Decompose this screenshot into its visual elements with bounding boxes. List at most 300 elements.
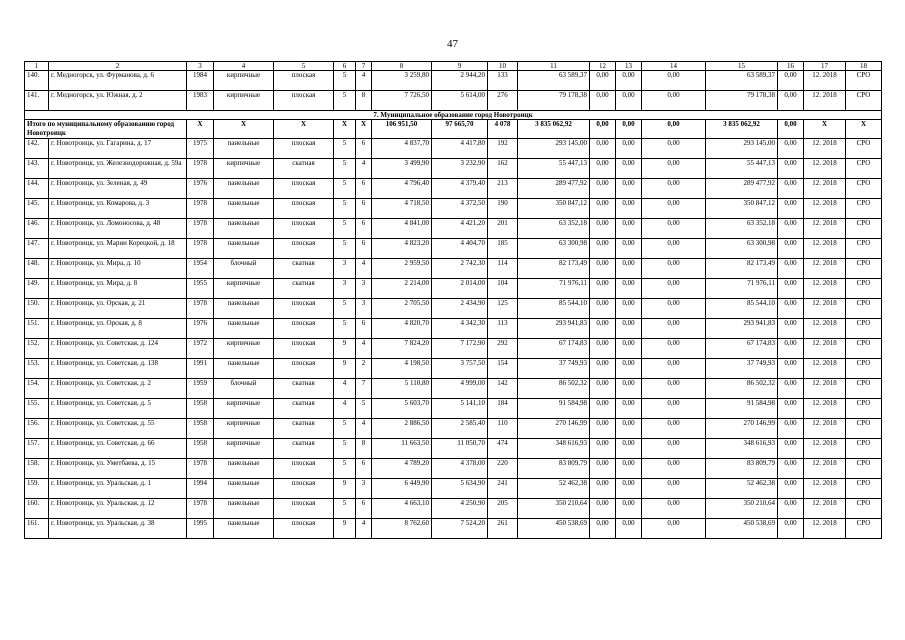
total-cell: X: [804, 120, 846, 139]
cell-addr: г. Новотроицк, ул. Железнодорожная, д. 59а: [49, 159, 187, 179]
cell-roof: скатная: [274, 399, 334, 419]
column-number: 14: [642, 62, 706, 71]
cell-method: СРО: [846, 199, 882, 219]
cell-wall: панельные: [214, 139, 274, 159]
cell-addr: г. Новотроицк, ул. Советская, д. 66: [49, 439, 187, 459]
cell-c13: 0,00: [616, 499, 642, 519]
table-row: [25, 139, 882, 159]
cell-c16: 0,00: [778, 139, 804, 159]
cell-area: 7 824,20: [372, 339, 432, 359]
cell-c14: 0,00: [642, 439, 706, 459]
cell-area: 4 820,70: [372, 319, 432, 339]
table-row: [25, 459, 882, 479]
cell-floors: 9: [334, 479, 356, 499]
cell-area: 2 959,50: [372, 259, 432, 279]
cell-c15: 67 174,83: [706, 339, 778, 359]
cell-addr: г. Новотроицк, ул. Уральская, д. 38: [49, 519, 187, 539]
cell-c13: 0,00: [616, 299, 642, 319]
cell-area2: 4 378,00: [432, 459, 488, 479]
cell-c16: 0,00: [778, 519, 804, 539]
cell-term: 12. 2018: [804, 159, 846, 179]
cell-c14: 0,00: [642, 259, 706, 279]
cell-area: 5 110,80: [372, 379, 432, 399]
cell-c14: 0,00: [642, 91, 706, 111]
cell-year: 1976: [187, 179, 214, 199]
cell-roof: плоская: [274, 91, 334, 111]
cell-c15: 270 146,99: [706, 419, 778, 439]
cell-cost: 293 941,83: [518, 319, 590, 339]
cell-cost: 91 584,98: [518, 399, 590, 419]
table-row: [25, 379, 882, 399]
table-row: [25, 259, 882, 279]
page-number: 47: [447, 38, 458, 50]
cell-residents: 184: [488, 399, 518, 419]
cell-c16: 0,00: [778, 71, 804, 91]
table-row: [25, 419, 882, 439]
cell-year: 1954: [187, 259, 214, 279]
cell-cost: 86 502,32: [518, 379, 590, 399]
table-row: [25, 319, 882, 339]
cell-wall: кирпичные: [214, 71, 274, 91]
cell-c14: 0,00: [642, 459, 706, 479]
table-row: [25, 71, 882, 91]
cell-c13: 0,00: [616, 359, 642, 379]
cell-c15: 86 502,32: [706, 379, 778, 399]
cell-entr: 4: [356, 159, 372, 179]
cell-residents: 114: [488, 259, 518, 279]
cell-entr: 4: [356, 519, 372, 539]
cell-residents: 125: [488, 299, 518, 319]
cell-method: СРО: [846, 339, 882, 359]
cell-wall: панельные: [214, 459, 274, 479]
cell-c12: 0,00: [590, 179, 616, 199]
cell-c12: 0,00: [590, 239, 616, 259]
cell-c12: 0,00: [590, 339, 616, 359]
cell-area2: 2 014,00: [432, 279, 488, 299]
column-number: 18: [846, 62, 882, 71]
cell-term: 12. 2018: [804, 259, 846, 279]
cell-num: 149.: [25, 279, 49, 299]
cell-c12: 0,00: [590, 499, 616, 519]
column-number: 16: [778, 62, 804, 71]
cell-entr: 4: [356, 339, 372, 359]
cell-addr: г. Новотроицк, ул. Орская, д. 21: [49, 299, 187, 319]
cell-c12: 0,00: [590, 91, 616, 111]
table-row: [25, 299, 882, 319]
cell-c15: 350 847,12: [706, 199, 778, 219]
cell-c16: 0,00: [778, 91, 804, 111]
cell-method: СРО: [846, 239, 882, 259]
cell-floors: 5: [334, 439, 356, 459]
cell-c16: 0,00: [778, 239, 804, 259]
cell-c16: 0,00: [778, 259, 804, 279]
cell-floors: 5: [334, 159, 356, 179]
cell-year: 1978: [187, 159, 214, 179]
cell-num: 150.: [25, 299, 49, 319]
cell-c14: 0,00: [642, 219, 706, 239]
cell-cost: 52 462,38: [518, 479, 590, 499]
cell-term: 12. 2018: [804, 71, 846, 91]
cell-c15: 450 538,69: [706, 519, 778, 539]
cell-num: 146.: [25, 219, 49, 239]
cell-c12: 0,00: [590, 359, 616, 379]
column-number: 6: [334, 62, 356, 71]
cell-term: 12. 2018: [804, 399, 846, 419]
cell-entr: 5: [356, 399, 372, 419]
cell-area2: 4 342,30: [432, 319, 488, 339]
cell-c14: 0,00: [642, 239, 706, 259]
cell-c13: 0,00: [616, 519, 642, 539]
cell-c13: 0,00: [616, 239, 642, 259]
cell-c13: 0,00: [616, 399, 642, 419]
cell-term: 12. 2018: [804, 179, 846, 199]
cell-year: 1978: [187, 239, 214, 259]
cell-roof: скатная: [274, 279, 334, 299]
cell-c14: 0,00: [642, 479, 706, 499]
cell-roof: скатная: [274, 419, 334, 439]
cell-area: 2 886,50: [372, 419, 432, 439]
cell-c15: 52 462,38: [706, 479, 778, 499]
cell-c14: 0,00: [642, 319, 706, 339]
total-label: Итого по муниципальному образованию город Новотроицк: [25, 120, 187, 139]
cell-residents: 201: [488, 219, 518, 239]
cell-entr: 8: [356, 439, 372, 459]
table-row: [25, 199, 882, 219]
section-title-row: [25, 111, 882, 120]
cell-cost: 293 145,00: [518, 139, 590, 159]
cell-term: 12. 2018: [804, 359, 846, 379]
cell-floors: 5: [334, 139, 356, 159]
cell-c13: 0,00: [616, 179, 642, 199]
table-row: [25, 359, 882, 379]
cell-cost: 63 352,18: [518, 219, 590, 239]
cell-c16: 0,00: [778, 419, 804, 439]
cell-floors: 5: [334, 91, 356, 111]
column-number: 4: [214, 62, 274, 71]
cell-addr: г. Новотроицк, ул. Марии Корецкой, д. 18: [49, 239, 187, 259]
cell-wall: кирпичные: [214, 159, 274, 179]
cell-c15: 82 173,49: [706, 259, 778, 279]
cell-area: 2 705,50: [372, 299, 432, 319]
cell-c14: 0,00: [642, 339, 706, 359]
table-row: [25, 279, 882, 299]
cell-year: 1978: [187, 199, 214, 219]
cell-residents: 261: [488, 519, 518, 539]
cell-c14: 0,00: [642, 519, 706, 539]
cell-roof: плоская: [274, 71, 334, 91]
total-cell: X: [187, 120, 214, 139]
cell-floors: 5: [334, 299, 356, 319]
cell-c12: 0,00: [590, 479, 616, 499]
cell-area2: 2 742,30: [432, 259, 488, 279]
cell-num: 157.: [25, 439, 49, 459]
cell-floors: 5: [334, 71, 356, 91]
cell-method: СРО: [846, 139, 882, 159]
cell-area: 4 718,50: [372, 199, 432, 219]
cell-c16: 0,00: [778, 359, 804, 379]
cell-method: СРО: [846, 399, 882, 419]
cell-cost: 350 210,64: [518, 499, 590, 519]
cell-c15: 37 749,93: [706, 359, 778, 379]
cell-roof: плоская: [274, 339, 334, 359]
cell-c12: 0,00: [590, 159, 616, 179]
section-title: 7. Муниципальное образование город Новотроицк: [25, 111, 882, 120]
cell-method: СРО: [846, 499, 882, 519]
cell-term: 12. 2018: [804, 439, 846, 459]
cell-term: 12. 2018: [804, 379, 846, 399]
cell-area2: 4 372,50: [432, 199, 488, 219]
cell-year: 1994: [187, 479, 214, 499]
total-cell: 0,00: [778, 120, 804, 139]
cell-year: 1958: [187, 439, 214, 459]
cell-floors: 5: [334, 219, 356, 239]
cell-area2: 3 232,90: [432, 159, 488, 179]
cell-c15: 63 300,98: [706, 239, 778, 259]
cell-entr: 4: [356, 71, 372, 91]
cell-entr: 6: [356, 499, 372, 519]
cell-c12: 0,00: [590, 379, 616, 399]
cell-c16: 0,00: [778, 199, 804, 219]
cell-method: СРО: [846, 479, 882, 499]
cell-residents: 110: [488, 419, 518, 439]
cell-area: 4 198,50: [372, 359, 432, 379]
cell-area: 11 663,50: [372, 439, 432, 459]
cell-c14: 0,00: [642, 299, 706, 319]
cell-area2: 4 404,70: [432, 239, 488, 259]
cell-addr: г. Новотроицк, ул. Советская, д. 55: [49, 419, 187, 439]
total-cell: 106 951,50: [372, 120, 432, 139]
cell-wall: кирпичные: [214, 439, 274, 459]
cell-year: 1976: [187, 319, 214, 339]
cell-c15: 289 477,92: [706, 179, 778, 199]
cell-num: 151.: [25, 319, 49, 339]
cell-method: СРО: [846, 279, 882, 299]
cell-c12: 0,00: [590, 199, 616, 219]
column-number: 9: [432, 62, 488, 71]
cell-addr: г. Новотроицк, ул. Орская, д. 8: [49, 319, 187, 339]
cell-term: 12. 2018: [804, 299, 846, 319]
cell-cost: 67 174,83: [518, 339, 590, 359]
cell-c15: 55 447,13: [706, 159, 778, 179]
cell-method: СРО: [846, 159, 882, 179]
table-row: [25, 399, 882, 419]
cell-c12: 0,00: [590, 219, 616, 239]
total-cell: X: [334, 120, 356, 139]
cell-area: 4 663,10: [372, 499, 432, 519]
cell-term: 12. 2018: [804, 91, 846, 111]
column-number-row: [25, 62, 882, 71]
cell-addr: г. Медногорск, ул. Южная, д. 2: [49, 91, 187, 111]
cell-term: 12. 2018: [804, 419, 846, 439]
cell-method: СРО: [846, 439, 882, 459]
cell-residents: 104: [488, 279, 518, 299]
column-number: 11: [518, 62, 590, 71]
cell-num: 156.: [25, 419, 49, 439]
cell-roof: плоская: [274, 319, 334, 339]
cell-method: СРО: [846, 299, 882, 319]
cell-floors: 9: [334, 339, 356, 359]
cell-addr: г. Новотроицк, ул. Советская, д. 138: [49, 359, 187, 379]
cell-addr: г. Новотроицк, ул. Уметбаева, д. 15: [49, 459, 187, 479]
cell-entr: 4: [356, 259, 372, 279]
cell-term: 12. 2018: [804, 219, 846, 239]
column-number: 1: [25, 62, 49, 71]
column-number: 13: [616, 62, 642, 71]
cell-year: 1995: [187, 519, 214, 539]
cell-area2: 4 421,20: [432, 219, 488, 239]
table-row: [25, 91, 882, 111]
cell-roof: плоская: [274, 239, 334, 259]
cell-roof: скатная: [274, 159, 334, 179]
cell-c14: 0,00: [642, 159, 706, 179]
cell-addr: г. Новотроицк, ул. Советская, д. 2: [49, 379, 187, 399]
cell-cost: 63 300,98: [518, 239, 590, 259]
cell-residents: 220: [488, 459, 518, 479]
cell-num: 140.: [25, 71, 49, 91]
cell-num: 152.: [25, 339, 49, 359]
cell-method: СРО: [846, 519, 882, 539]
cell-floors: 5: [334, 499, 356, 519]
cell-entr: 7: [356, 379, 372, 399]
cell-year: 1958: [187, 419, 214, 439]
cell-c14: 0,00: [642, 359, 706, 379]
cell-residents: 213: [488, 179, 518, 199]
cell-roof: плоская: [274, 499, 334, 519]
cell-c15: 91 584,98: [706, 399, 778, 419]
cell-c13: 0,00: [616, 199, 642, 219]
cell-area2: 5 634,90: [432, 479, 488, 499]
cell-residents: 241: [488, 479, 518, 499]
cell-floors: 5: [334, 319, 356, 339]
cell-term: 12. 2018: [804, 459, 846, 479]
cell-wall: панельные: [214, 519, 274, 539]
cell-cost: 63 589,37: [518, 71, 590, 91]
cell-entr: 6: [356, 219, 372, 239]
total-cell: X: [274, 120, 334, 139]
cell-roof: плоская: [274, 519, 334, 539]
cell-c14: 0,00: [642, 379, 706, 399]
cell-addr: г. Новотроицк, ул. Мира, д. 8: [49, 279, 187, 299]
cell-area: 4 841,00: [372, 219, 432, 239]
cell-year: 1984: [187, 71, 214, 91]
cell-residents: 133: [488, 71, 518, 91]
cell-entr: 8: [356, 91, 372, 111]
table-row: [25, 179, 882, 199]
cell-addr: г. Новотроицк, ул. Комарова, д. 3: [49, 199, 187, 219]
cell-addr: г. Новотроицк, ул. Советская, д. 124: [49, 339, 187, 359]
cell-c14: 0,00: [642, 71, 706, 91]
cell-roof: плоская: [274, 219, 334, 239]
cell-roof: плоская: [274, 359, 334, 379]
cell-c13: 0,00: [616, 219, 642, 239]
cell-c14: 0,00: [642, 499, 706, 519]
cell-num: 161.: [25, 519, 49, 539]
cell-num: 159.: [25, 479, 49, 499]
cell-roof: скатная: [274, 379, 334, 399]
column-number: 10: [488, 62, 518, 71]
cell-residents: 142: [488, 379, 518, 399]
cell-c13: 0,00: [616, 339, 642, 359]
cell-term: 12. 2018: [804, 239, 846, 259]
cell-c16: 0,00: [778, 299, 804, 319]
cell-floors: 5: [334, 459, 356, 479]
cell-c16: 0,00: [778, 499, 804, 519]
cell-area: 8 762,60: [372, 519, 432, 539]
cell-cost: 270 146,99: [518, 419, 590, 439]
cell-cost: 71 976,11: [518, 279, 590, 299]
cell-residents: 113: [488, 319, 518, 339]
cell-c16: 0,00: [778, 219, 804, 239]
table-row: [25, 219, 882, 239]
cell-wall: блочный: [214, 379, 274, 399]
cell-c15: 293 145,00: [706, 139, 778, 159]
cell-year: 1991: [187, 359, 214, 379]
cell-roof: плоская: [274, 179, 334, 199]
cell-c16: 0,00: [778, 319, 804, 339]
cell-c13: 0,00: [616, 91, 642, 111]
cell-c16: 0,00: [778, 179, 804, 199]
cell-residents: 185: [488, 239, 518, 259]
cell-c12: 0,00: [590, 519, 616, 539]
cell-area: 3 499,90: [372, 159, 432, 179]
cell-cost: 350 847,12: [518, 199, 590, 219]
cell-c12: 0,00: [590, 439, 616, 459]
cell-cost: 83 809,79: [518, 459, 590, 479]
cell-c15: 63 352,18: [706, 219, 778, 239]
cell-roof: плоская: [274, 459, 334, 479]
cell-c12: 0,00: [590, 139, 616, 159]
cell-roof: скатная: [274, 439, 334, 459]
column-number: 3: [187, 62, 214, 71]
cell-num: 148.: [25, 259, 49, 279]
cell-area2: 4 250,90: [432, 499, 488, 519]
cell-addr: г. Новотроицк, ул. Уральская, д. 1: [49, 479, 187, 499]
cell-cost: 450 538,69: [518, 519, 590, 539]
cell-wall: панельные: [214, 219, 274, 239]
cell-wall: панельные: [214, 239, 274, 259]
cell-year: 1975: [187, 139, 214, 159]
cell-c15: 83 809,79: [706, 459, 778, 479]
cell-num: 160.: [25, 499, 49, 519]
cell-num: 147.: [25, 239, 49, 259]
cell-residents: 162: [488, 159, 518, 179]
cell-c15: 79 178,38: [706, 91, 778, 111]
total-cell: X: [214, 120, 274, 139]
cell-c16: 0,00: [778, 439, 804, 459]
cell-c15: 63 589,37: [706, 71, 778, 91]
cell-addr: г. Новотроицк, ул. Уральская, д. 12: [49, 499, 187, 519]
cell-wall: кирпичные: [214, 279, 274, 299]
cell-entr: 6: [356, 239, 372, 259]
cell-c15: 348 616,93: [706, 439, 778, 459]
cell-c12: 0,00: [590, 71, 616, 91]
cell-year: 1958: [187, 399, 214, 419]
cell-roof: скатная: [274, 259, 334, 279]
cell-cost: 348 616,93: [518, 439, 590, 459]
cell-area: 4 796,40: [372, 179, 432, 199]
cell-method: СРО: [846, 179, 882, 199]
cell-term: 12. 2018: [804, 199, 846, 219]
cell-residents: 205: [488, 499, 518, 519]
cell-method: СРО: [846, 71, 882, 91]
cell-area: 5 603,70: [372, 399, 432, 419]
cell-area: 2 214,00: [372, 279, 432, 299]
cell-wall: кирпичные: [214, 399, 274, 419]
cell-roof: плоская: [274, 199, 334, 219]
cell-area2: 2 944,20: [432, 71, 488, 91]
cell-method: СРО: [846, 359, 882, 379]
cell-wall: панельные: [214, 299, 274, 319]
